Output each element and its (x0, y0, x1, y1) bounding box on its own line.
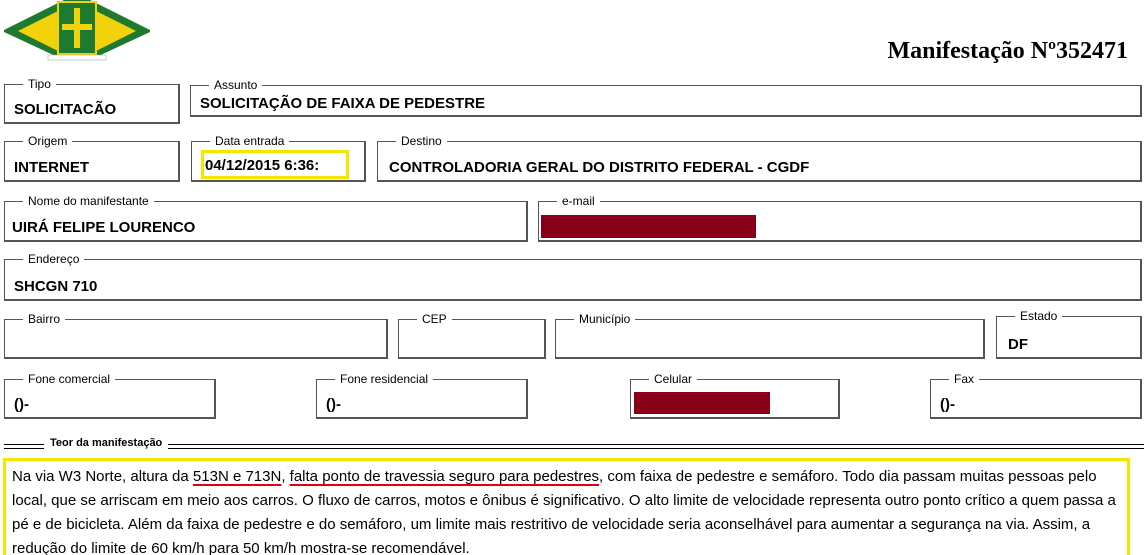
fax-value: ()- (940, 396, 955, 413)
fone-residencial-field (316, 373, 528, 419)
assunto-field (190, 79, 1142, 117)
fone-comercial-label: Fone comercial (28, 372, 111, 386)
nome-value: UIRÁ FELIPE LOURENCO (12, 219, 196, 236)
destino-label: Destino (401, 134, 442, 148)
assunto-label: Assunto (214, 78, 258, 92)
teor-label: Teor da manifestação (44, 437, 168, 449)
manifestation-title: Manifestação Nº352471 (887, 38, 1128, 64)
fone-comercial-field (4, 373, 216, 419)
estado-label: Estado (1020, 309, 1058, 323)
data-entrada-label: Data entrada (215, 134, 285, 148)
endereco-label: Endereço (28, 252, 80, 266)
cep-field (398, 313, 546, 359)
origem-field (4, 135, 180, 182)
data-entrada-highlight (201, 150, 349, 179)
destino-value: CONTROLADORIA GERAL DO DISTRITO FEDERAL - CGDF (389, 159, 810, 176)
nome-label: Nome do manifestante (28, 194, 149, 208)
data-entrada-value: 04/12/2015 6:36: (205, 157, 320, 174)
origem-label: Origem (28, 134, 68, 148)
estado-field (996, 310, 1142, 359)
email-label: e-mail (562, 194, 595, 208)
cep-label: CEP (422, 312, 447, 326)
fone-residencial-label: Fone residencial (340, 372, 429, 386)
municipio-field (555, 313, 985, 359)
tipo-value: SOLICITACÃO (14, 101, 117, 118)
celular-label: Celular (654, 372, 693, 386)
destino-field (377, 135, 1142, 182)
teor-divider-bottom (4, 448, 1144, 449)
teor-highlight-box (3, 458, 1130, 555)
teor-text-part1: Na via W3 Norte, altura da (12, 468, 193, 485)
teor-underline-issue: falta ponto de travessia seguro para pedestres (289, 468, 600, 485)
tipo-label: Tipo (28, 77, 51, 91)
teor-text-part2: , (281, 468, 290, 485)
bairro-label: Bairro (28, 312, 61, 326)
tipo-field (4, 78, 180, 124)
teor-underline-location: 513N e 713N (192, 468, 282, 485)
brasilia-coat-of-arms-logo (4, 0, 150, 62)
teor-divider-top (4, 444, 1144, 445)
endereco-field (4, 253, 1142, 301)
fax-label: Fax (954, 372, 975, 386)
endereco-value: SHCGN 710 (14, 278, 98, 295)
fax-field (930, 373, 1142, 419)
nome-field (4, 195, 528, 242)
fone-residencial-value: ()- (326, 396, 341, 413)
municipio-label: Município (579, 312, 631, 326)
teor-text-part3: , com faixa de pedestre e semáforo. Todo dia passam muitas pessoas pelo local, que se arriscam em meio aos carros. O fluxo de carros, motos e ônibus é significativo. O alto limite de velocidade representa outro ponto crítico a quem passa a pé e de bicicleta. Além da faixa de pedestre e do semáforo, um limite mais restritivo de velocidade seria aconselhável para aumentar a segurança na via. Assim, a redução do limite de 60 km/h para 50 km/h mostra-se recomendável. (12, 468, 1116, 555)
bairro-field (4, 313, 388, 359)
assunto-value: SOLICITAÇÃO DE FAIXA DE PEDESTRE (200, 95, 486, 112)
email-redaction (541, 215, 756, 238)
fone-comercial-value: ()- (14, 396, 29, 413)
estado-value: DF (1008, 336, 1028, 353)
teor-text (12, 465, 1127, 555)
celular-redaction (634, 392, 770, 414)
origem-value: INTERNET (14, 159, 89, 176)
